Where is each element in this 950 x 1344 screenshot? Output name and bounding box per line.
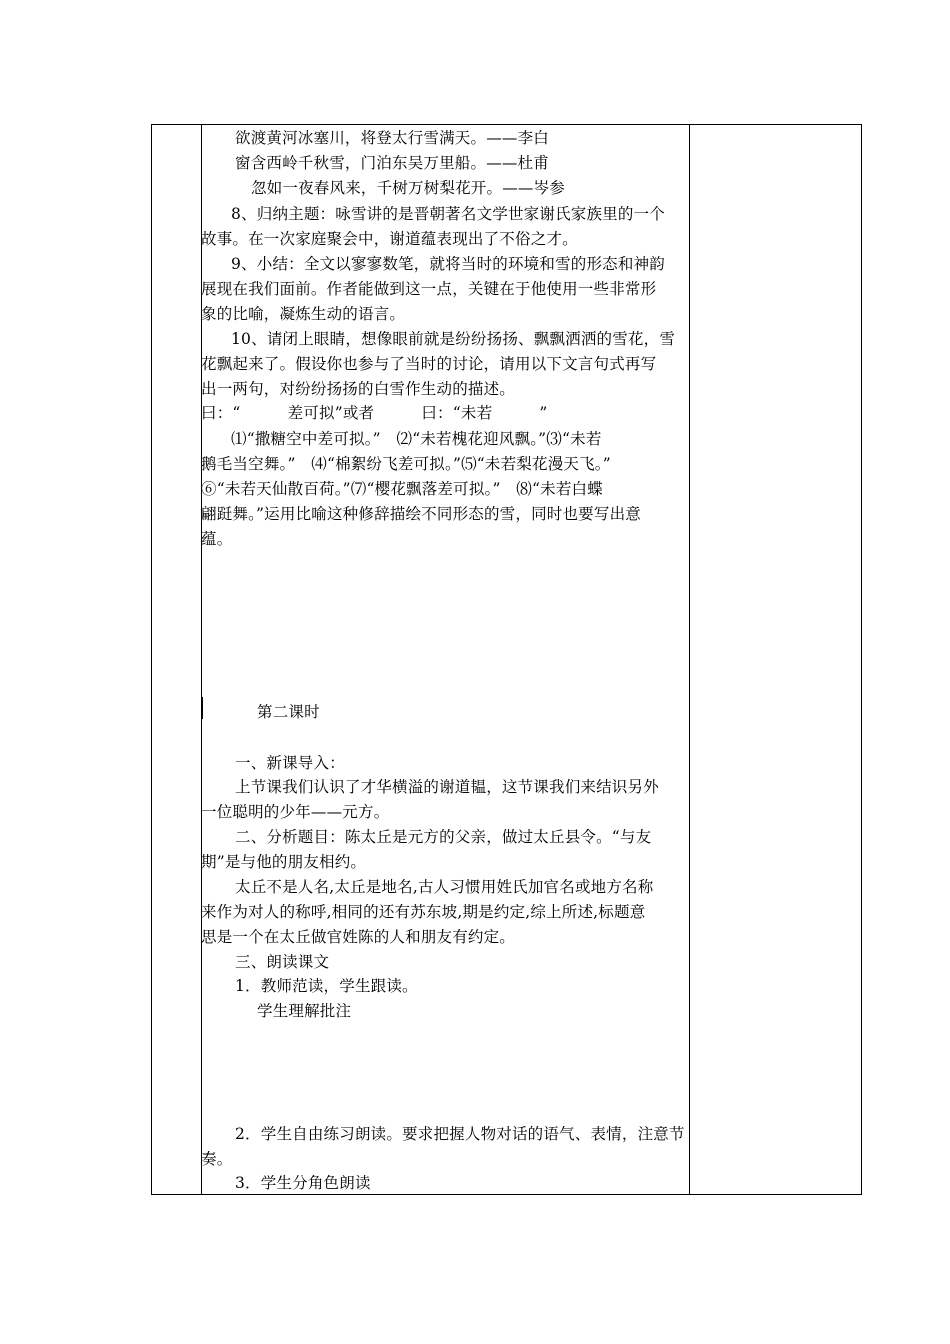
- text-line: 出一两句，对纷纷扬扬的白雪作生动的描述。: [201, 380, 516, 398]
- text-line: 学生理解批注: [257, 1002, 352, 1020]
- text-line: 象的比喻，凝炼生动的语言。: [201, 305, 406, 323]
- text-line: ⑥“未若天仙散百荷。”⑺“樱花飘落差可拟。” ⑻“未若白蝶: [201, 480, 603, 498]
- text-line: 期”是与他的朋友相约。: [201, 853, 367, 871]
- text-line: ⑴“撒糖空中差可拟。” ⑵“未若槐花迎风飘。”⑶“未若: [231, 430, 602, 448]
- text-line: 展现在我们面前。作者能做到这一点，关键在于他使用一些非常形: [201, 280, 657, 298]
- text-line: 翩跹舞。”运用比喻这种修辞描绘不同形态的雪，同时也要写出意: [201, 505, 641, 523]
- text-line: 三、朗读课文: [235, 953, 330, 971]
- text-line: 二、分析题目：陈太丘是元方的父亲，做过太丘县令。“与友: [235, 828, 652, 846]
- text-line: 一位聪明的少年——元方。: [201, 803, 390, 821]
- text-line: 故事。在一次家庭聚会中，谢道蕴表现出了不俗之才。: [201, 230, 578, 248]
- poem-line: 忽如一夜春风来，千树万树梨花开。——岑参: [251, 179, 566, 197]
- text-line: 一、新课导入：: [235, 754, 345, 772]
- text-line: 8、归纳主题：咏雪讲的是晋朝著名文学世家谢氏家族里的一个: [231, 205, 665, 223]
- text-line: 2．学生自由练习朗读。要求把握人物对话的语气、表情，注意节: [235, 1125, 685, 1143]
- section-title: 第二课时: [257, 703, 320, 721]
- text-line: 蕴。: [201, 530, 233, 548]
- text-line: 3．学生分角色朗读: [235, 1174, 371, 1192]
- cell-mark: [202, 697, 203, 719]
- text-line: 思是一个在太丘做官姓陈的人和朋友有约定。: [201, 928, 516, 946]
- text-line: 太丘不是人名,太丘是地名,古人习惯用姓氏加官名或地方名称: [235, 878, 654, 896]
- text-line: 花飘起来了。假设你也参与了当时的讨论，请用以下文言句式再写: [201, 355, 657, 373]
- text-line: 9、小结：全文以寥寥数笔，就将当时的环境和雪的形态和神韵: [231, 255, 665, 273]
- text-line: 10、请闭上眼睛，想像眼前就是纷纷扬扬、飘飘洒洒的雪花，雪: [231, 330, 676, 348]
- table-divider-right: [689, 125, 690, 1194]
- text-line: 1．教师范读，学生跟读。: [235, 977, 418, 995]
- poem-line: 欲渡黄河冰塞川，将登太行雪满天。——李白: [235, 129, 550, 147]
- text-line: 上节课我们认识了才华横溢的谢道韫，这节课我们来结识另外: [235, 778, 659, 796]
- text-line: 奏。: [201, 1150, 233, 1168]
- text-line: 来作为对人的称呼,相同的还有苏东坡,期是约定,综上所述,标题意: [201, 903, 646, 921]
- text-line: 鹅毛当空舞。” ⑷“棉絮纷飞差可拟。”⑸“未若梨花漫天飞。”: [201, 455, 611, 473]
- poem-line: 窗含西岭千秋雪，门泊东吴万里船。——杜甫: [235, 154, 550, 172]
- text-line: 曰：“ 差可拟”或者 曰：“未若 ”: [201, 404, 548, 422]
